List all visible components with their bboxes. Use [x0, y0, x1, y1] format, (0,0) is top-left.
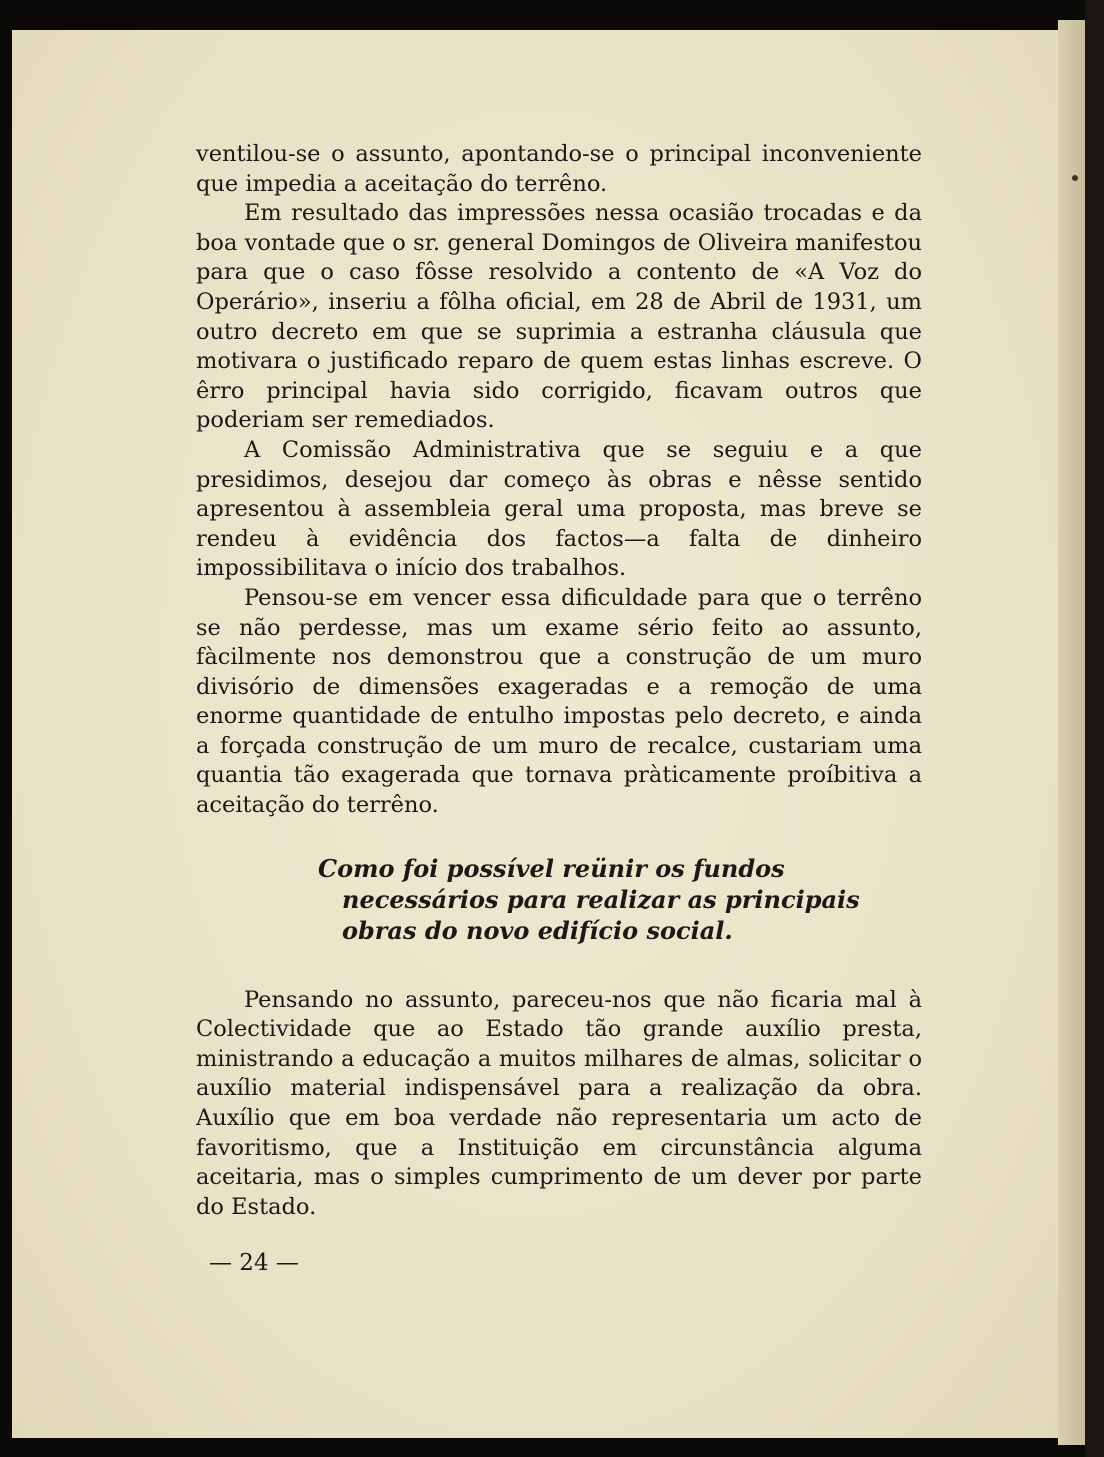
- body-text: [196, 140, 922, 1222]
- paragraph-3: A Comissão Administrativa que se seguiu e a que presidimos, desejou dar começo às obras e nêsse sentido apresentou à assembleia geral uma proposta, mas breve se rendeu à evidência dos factos—a falta de dinheiro impossibilitava o início dos trabalhos.: [196, 436, 922, 582]
- paragraph-2: Em resultado das impressões nessa ocasião trocadas e da boa vontade que o sr. general Domingos de Oliveira manifestou para que o caso fôsse resolvido a contento de «A Voz do Operário», inseriu a fôlha oficial, em 28 de Abril de 1931, um outro decreto em que se suprimia a estranha cláusula que motivara o justificado reparo de quem estas linhas escreve. O êrro principal havia sido corrigido, ficavam outros que poderiam ser remediados.: [196, 200, 922, 434]
- section-heading: Como foi possível reünir os fundos necessários para realizar as principais obras do novo edifício social.: [318, 853, 860, 945]
- paragraph-4: Pensou-se em vencer essa dificuldade para que o terrêno se não perdesse, mas um exame sério feito ao assunto, fàcilmente nos demonstrou que a construção de um muro divisório de dimensões exageradas e a remoção de uma enorme quantidade de entulho impostas pelo decreto, e ainda a forçada construção de um muro de recalce, custariam uma quantia tão exagerada que tornava pràticamente proíbitiva a aceitação do terrêno.: [196, 584, 922, 819]
- spine-edge: [1085, 0, 1104, 1457]
- paragraph-1: ventilou-se o assunto, apontando-se o principal inconveniente que impedia a aceitação do terrêno.: [196, 141, 922, 197]
- page-number: — 24 —: [209, 1250, 299, 1276]
- paragraph-5: Pensando no assunto, pareceu-nos que não ficaria mal à Colectividade que ao Estado tão grande auxílio presta, ministrando a educação a muitos milhares de almas, solicitar o auxílio material indispensável para a realização da obra. Auxílio que em boa verdade não representaria um acto de favoritismo, que a Instituição em circunstância alguma aceitaria, mas o simples cumprimento de um dever por parte do Estado.: [196, 986, 922, 1220]
- margin-mark: [1072, 175, 1078, 181]
